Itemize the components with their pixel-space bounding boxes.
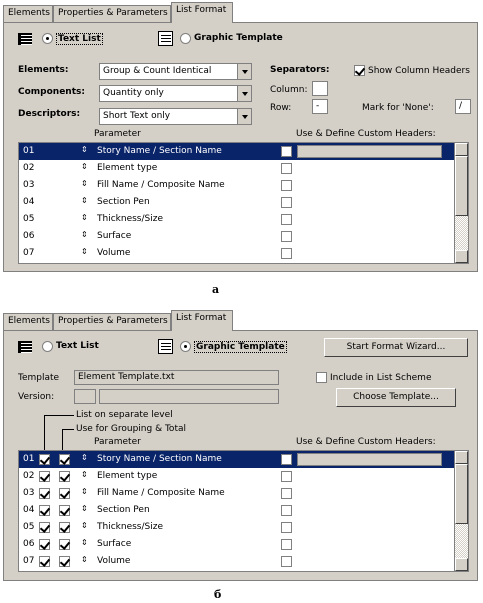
custom-header-checkbox[interactable] — [281, 471, 292, 482]
table-row[interactable] — [19, 160, 455, 177]
tab-properties-parameters[interactable]: Properties & Parameters — [53, 313, 171, 330]
start-format-wizard-button[interactable]: Start Format Wizard... — [324, 338, 468, 357]
column-label: Column: — [270, 85, 308, 95]
table-row[interactable] — [19, 485, 455, 502]
custom-header-input[interactable] — [297, 453, 442, 466]
parameter-name: Story Name / Section Name — [97, 454, 222, 464]
sort-arrows-icon[interactable]: ⇕ — [81, 555, 88, 564]
custom-header-checkbox[interactable] — [281, 180, 292, 191]
row-number: 07 — [23, 248, 35, 258]
row-label: Row: — [270, 103, 292, 113]
parameter-name: Element type — [97, 471, 158, 481]
scroll-thumb[interactable] — [455, 156, 468, 216]
table-row[interactable] — [19, 245, 455, 262]
parameter-list — [18, 450, 469, 572]
mark-none-label: Mark for 'None': — [362, 103, 434, 113]
row-number: 05 — [23, 214, 35, 224]
sort-arrows-icon[interactable]: ⇕ — [81, 145, 88, 154]
graphic-template-label: Graphic Template — [196, 342, 285, 352]
parameter-name: Story Name / Section Name — [97, 146, 222, 156]
table-row[interactable] — [19, 143, 455, 160]
version-field-major — [74, 389, 96, 404]
sort-arrows-icon[interactable]: ⇕ — [81, 196, 88, 205]
grouping-checkbox[interactable] — [59, 454, 70, 465]
panel-b — [0, 309, 483, 603]
elements-label: Elements: — [18, 65, 69, 75]
version-label: Version: — [18, 392, 55, 402]
custom-header-checkbox[interactable] — [281, 522, 292, 533]
sort-arrows-icon[interactable]: ⇕ — [81, 247, 88, 256]
scroll-up-button[interactable] — [455, 451, 468, 464]
include-in-list-scheme-label: Include in List Scheme — [330, 373, 432, 383]
graphic-template-radio[interactable] — [180, 341, 191, 352]
template-label: Template — [18, 373, 60, 383]
grouping-checkbox[interactable] — [59, 488, 70, 499]
grouping-label: Use for Grouping & Total — [76, 424, 186, 434]
graphic-template-radio[interactable] — [180, 33, 191, 44]
row-number: 05 — [23, 522, 35, 532]
graphic-template-icon — [158, 31, 173, 46]
sort-arrows-icon[interactable]: ⇕ — [81, 230, 88, 239]
table-row[interactable] — [19, 451, 455, 468]
sort-arrows-icon[interactable]: ⇕ — [81, 453, 88, 462]
row-number: 02 — [23, 163, 35, 173]
tab-elements[interactable]: Elements — [3, 313, 53, 330]
parameter-header: Parameter — [94, 437, 141, 447]
custom-header-checkbox[interactable] — [281, 163, 292, 174]
table-row[interactable] — [19, 519, 455, 536]
components-label: Components: — [18, 87, 85, 97]
parameter-name: Thickness/Size — [97, 214, 163, 224]
list-scrollbar[interactable] — [454, 451, 468, 571]
list-format-body — [3, 330, 478, 581]
sort-arrows-icon[interactable]: ⇕ — [81, 162, 88, 171]
text-list-radio[interactable] — [42, 341, 53, 352]
row-number: 06 — [23, 539, 35, 549]
sort-arrows-icon[interactable]: ⇕ — [81, 179, 88, 188]
scroll-down-button[interactable] — [455, 558, 468, 571]
tab-list-format[interactable]: List Format — [171, 2, 233, 23]
sort-arrows-icon[interactable]: ⇕ — [81, 521, 88, 530]
sort-arrows-icon[interactable]: ⇕ — [81, 470, 88, 479]
text-list-icon — [18, 33, 32, 45]
scroll-thumb[interactable] — [455, 464, 468, 524]
separate-level-checkbox[interactable] — [39, 522, 50, 533]
custom-header-checkbox[interactable] — [281, 488, 292, 499]
template-field: Element Template.txt — [74, 370, 279, 385]
tab-properties-parameters[interactable]: Properties & Parameters — [53, 5, 171, 22]
tab-list-format[interactable]: List Format — [171, 310, 233, 331]
custom-header-checkbox[interactable] — [281, 505, 292, 516]
separate-level-checkbox[interactable] — [39, 539, 50, 550]
sort-arrows-icon[interactable]: ⇕ — [81, 538, 88, 547]
table-row[interactable] — [19, 536, 455, 553]
grouping-checkbox[interactable] — [59, 471, 70, 482]
row-number: 01 — [23, 146, 35, 156]
version-field-minor — [99, 389, 279, 404]
custom-headers-header: Use & Define Custom Headers: — [296, 437, 436, 447]
show-column-headers-label: Show Column Headers — [368, 66, 470, 76]
text-list-label: Text List — [56, 341, 99, 351]
separate-level-checkbox[interactable] — [39, 556, 50, 567]
custom-header-checkbox[interactable] — [281, 556, 292, 567]
graphic-template-icon — [158, 339, 173, 354]
table-row[interactable] — [19, 228, 455, 245]
row-number: 06 — [23, 231, 35, 241]
panel-caption-a: a — [212, 283, 220, 296]
grouping-checkbox[interactable] — [59, 522, 70, 533]
row-number: 04 — [23, 505, 35, 515]
custom-header-checkbox[interactable] — [281, 539, 292, 550]
custom-header-checkbox[interactable] — [281, 454, 292, 465]
custom-header-checkbox[interactable] — [281, 248, 292, 259]
row-number: 03 — [23, 180, 35, 190]
table-row[interactable] — [19, 468, 455, 485]
separate-level-checkbox[interactable] — [39, 471, 50, 482]
components-select[interactable] — [99, 85, 252, 102]
graphic-template-label: Graphic Template — [194, 33, 283, 43]
parameter-name: Element type — [97, 163, 158, 173]
separate-level-checkbox[interactable] — [39, 488, 50, 499]
row-number: 03 — [23, 488, 35, 498]
separate-level-label: List on separate level — [76, 410, 173, 420]
grouping-checkbox[interactable] — [59, 539, 70, 550]
descriptors-select[interactable] — [99, 108, 252, 125]
parameter-name: Fill Name / Composite Name — [97, 180, 225, 190]
list-format-body — [3, 22, 478, 272]
table-row[interactable] — [19, 177, 455, 194]
choose-template-button[interactable]: Choose Template... — [336, 388, 456, 407]
custom-header-checkbox[interactable] — [281, 231, 292, 242]
custom-headers-header: Use & Define Custom Headers: — [296, 129, 436, 139]
custom-header-checkbox[interactable] — [281, 214, 292, 225]
parameter-name: Surface — [97, 231, 132, 241]
descriptors-select-value: Short Text only — [103, 111, 171, 121]
parameter-name: Volume — [97, 556, 131, 566]
tab-elements[interactable]: Elements — [3, 5, 53, 22]
list-scrollbar[interactable] — [454, 143, 468, 263]
table-row[interactable] — [19, 502, 455, 519]
text-list-icon — [18, 341, 32, 353]
table-row[interactable] — [19, 211, 455, 228]
parameter-list — [18, 142, 469, 264]
sort-arrows-icon[interactable]: ⇕ — [81, 487, 88, 496]
parameter-header: Parameter — [94, 129, 141, 139]
scroll-down-button[interactable] — [455, 250, 468, 263]
parameter-name: Section Pen — [97, 197, 150, 207]
include-in-list-scheme-checkbox[interactable] — [316, 372, 327, 383]
row-input[interactable]: - — [312, 99, 328, 114]
sort-arrows-icon[interactable]: ⇕ — [81, 213, 88, 222]
grouping-checkbox[interactable] — [59, 505, 70, 516]
chevron-down-icon[interactable] — [237, 64, 251, 79]
elements-select[interactable] — [99, 63, 252, 80]
separate-level-checkbox[interactable] — [39, 454, 50, 465]
row-number: 07 — [23, 556, 35, 566]
parameter-name: Surface — [97, 539, 132, 549]
custom-header-input[interactable] — [297, 145, 442, 158]
chevron-down-icon[interactable] — [237, 109, 251, 124]
separators-label: Separators: — [270, 65, 330, 75]
parameter-name: Fill Name / Composite Name — [97, 488, 225, 498]
sort-arrows-icon[interactable]: ⇕ — [81, 504, 88, 513]
mark-none-input[interactable]: / — [455, 99, 471, 114]
components-select-value: Quantity only — [103, 88, 164, 98]
row-number: 02 — [23, 471, 35, 481]
separate-level-checkbox[interactable] — [39, 505, 50, 516]
grouping-checkbox[interactable] — [59, 556, 70, 567]
row-number: 04 — [23, 197, 35, 207]
panel-a — [0, 0, 483, 300]
panel-caption-b: б — [214, 588, 222, 601]
custom-header-checkbox[interactable] — [281, 146, 292, 157]
parameter-name: Volume — [97, 248, 131, 258]
table-row[interactable] — [19, 553, 455, 570]
custom-header-checkbox[interactable] — [281, 197, 292, 208]
parameter-name: Thickness/Size — [97, 522, 163, 532]
row-number: 01 — [23, 454, 35, 464]
column-input[interactable] — [312, 81, 328, 96]
descriptors-label: Descriptors: — [18, 109, 81, 119]
text-list-label: Text List — [58, 34, 101, 44]
elements-select-value: Group & Count Identical — [103, 66, 212, 76]
text-list-radio[interactable] — [42, 33, 53, 44]
scroll-up-button[interactable] — [455, 143, 468, 156]
show-column-headers-checkbox[interactable] — [354, 65, 365, 76]
parameter-name: Section Pen — [97, 505, 150, 515]
chevron-down-icon[interactable] — [237, 86, 251, 101]
table-row[interactable] — [19, 194, 455, 211]
